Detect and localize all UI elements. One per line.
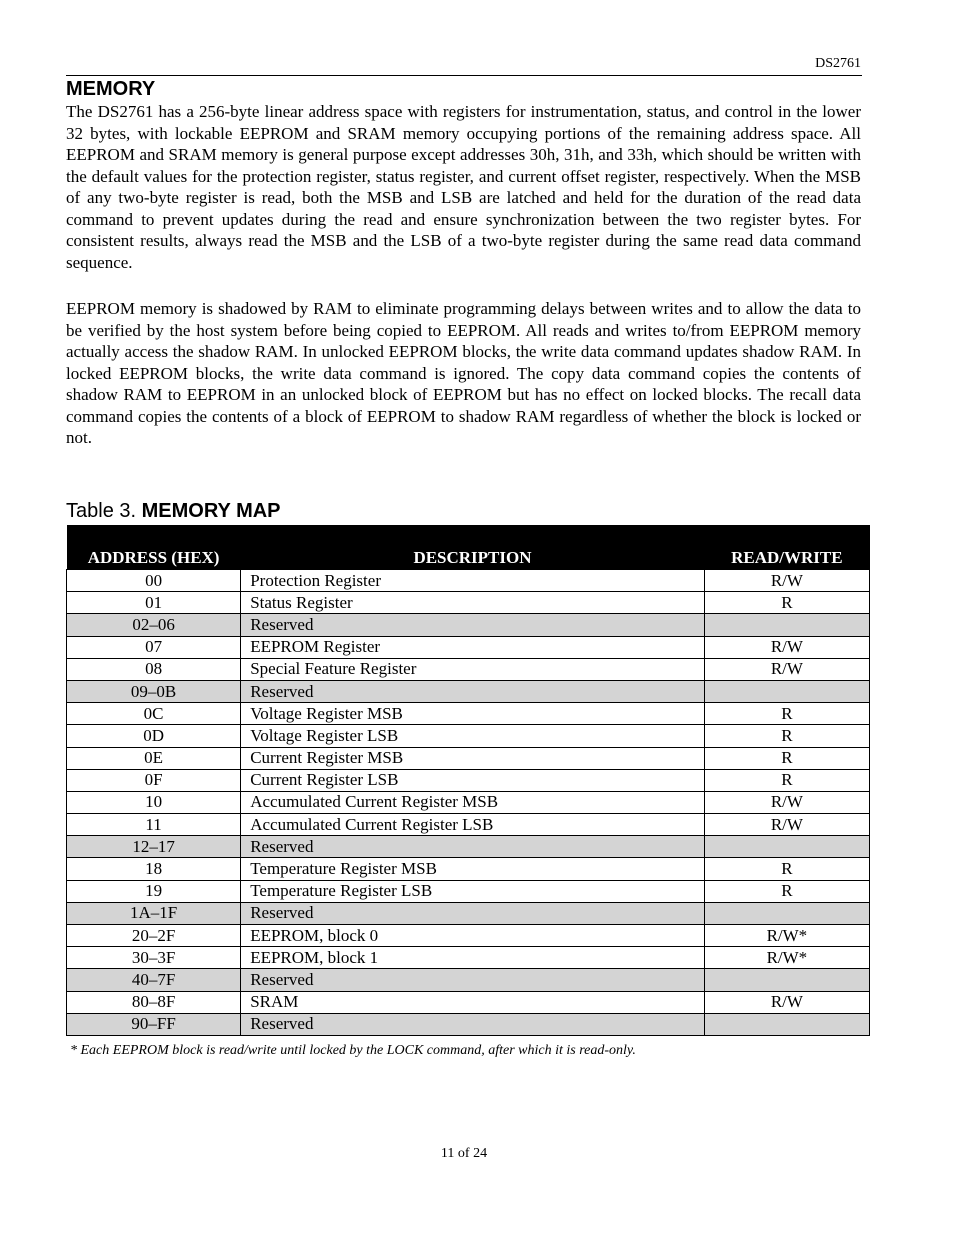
table-row bbox=[67, 814, 870, 836]
header-rule bbox=[66, 75, 862, 76]
cell-description: Current Register LSB bbox=[241, 769, 705, 791]
cell-address: 08 bbox=[67, 658, 241, 680]
cell-read-write: R/W bbox=[704, 636, 869, 658]
table-caption-prefix: Table 3. bbox=[66, 500, 137, 522]
table-row bbox=[67, 880, 870, 902]
cell-read-write: R bbox=[704, 703, 869, 725]
cell-read-write: R/W* bbox=[704, 947, 869, 969]
cell-read-write bbox=[704, 902, 869, 924]
cell-read-write bbox=[704, 969, 869, 991]
cell-description: Reserved bbox=[241, 680, 705, 702]
cell-read-write bbox=[704, 680, 869, 702]
table-caption-title: MEMORY MAP bbox=[141, 500, 281, 522]
table-row bbox=[67, 636, 870, 658]
cell-address: 00 bbox=[67, 570, 241, 592]
cell-read-write: R/W bbox=[704, 791, 869, 813]
cell-address: 40–7F bbox=[67, 969, 241, 991]
table-row bbox=[67, 747, 870, 769]
cell-description: Protection Register bbox=[241, 570, 705, 592]
cell-address: 09–0B bbox=[67, 680, 241, 702]
table-row bbox=[67, 725, 870, 747]
cell-address: 18 bbox=[67, 858, 241, 880]
cell-description: Reserved bbox=[241, 836, 705, 858]
table-row bbox=[67, 703, 870, 725]
cell-read-write: R bbox=[704, 858, 869, 880]
cell-address: 20–2F bbox=[67, 925, 241, 947]
cell-description: Current Register MSB bbox=[241, 747, 705, 769]
cell-read-write bbox=[704, 1013, 869, 1035]
paragraph-memory-overview: The DS2761 has a 256-byte linear address space with registers for instrumentation, status, and control in the lower 32 bytes, with lockable EEPROM and SRAM memory occupying portions of the remaining address space. All EEPROM and SRAM memory is general purpose except addresses 30h, 31h, and 33h, which should be written with the default values for the protection register, status register, and current offset register, respectively. When the MSB of any two-byte register is read, both the MSB and LSB are latched and held for the duration of the read data command to prevent updates during the read and ensure synchronization between the two register bytes. For consistent results, always read the MSB and the LSB of a two-byte register during the same read data command sequence. bbox=[66, 102, 861, 272]
table-caption bbox=[66, 498, 281, 524]
cell-read-write: R/W bbox=[704, 991, 869, 1013]
cell-address: 10 bbox=[67, 791, 241, 813]
cell-read-write: R bbox=[704, 592, 869, 614]
table-row bbox=[67, 570, 870, 592]
cell-address: 0D bbox=[67, 725, 241, 747]
table-row bbox=[67, 614, 870, 636]
cell-read-write: R/W* bbox=[704, 925, 869, 947]
cell-read-write: R bbox=[704, 769, 869, 791]
table-row bbox=[67, 680, 870, 702]
table-row bbox=[67, 592, 870, 614]
table-row bbox=[67, 769, 870, 791]
cell-address: 11 bbox=[67, 814, 241, 836]
cell-read-write: R bbox=[704, 747, 869, 769]
cell-address: 0F bbox=[67, 769, 241, 791]
cell-description: Reserved bbox=[241, 1013, 705, 1035]
cell-description: SRAM bbox=[241, 991, 705, 1013]
table-row bbox=[67, 791, 870, 813]
table-header-row bbox=[67, 525, 870, 570]
section-title: MEMORY bbox=[66, 78, 156, 100]
table-row bbox=[67, 836, 870, 858]
cell-description: Temperature Register LSB bbox=[241, 880, 705, 902]
cell-description: Reserved bbox=[241, 969, 705, 991]
cell-address: 01 bbox=[67, 592, 241, 614]
cell-description: Voltage Register MSB bbox=[241, 703, 705, 725]
memory-map-table bbox=[66, 525, 870, 1036]
table-row bbox=[67, 969, 870, 991]
cell-description: EEPROM Register bbox=[241, 636, 705, 658]
paragraph-eeprom-shadow: EEPROM memory is shadowed by RAM to eliminate programming delays between writes and to allow the data to be verified by the host system before being copied to EEPROM. All reads and writes to/from EEPROM memory actually access the shadow RAM. In unlocked EEPROM blocks, the write data command updates shadow RAM. In locked EEPROM blocks, the write data command is ignored. The copy data command copies the contents of shadow RAM to EEPROM in an unlocked block of EEPROM but has no effect on locked blocks. The recall data command copies the contents of a block of EEPROM to shadow RAM regardless of whether the block is locked or not. bbox=[66, 299, 861, 447]
cell-address: 02–06 bbox=[67, 614, 241, 636]
cell-read-write: R bbox=[704, 725, 869, 747]
document-id: DS2761 bbox=[815, 56, 861, 71]
table-row bbox=[67, 902, 870, 924]
cell-description: Reserved bbox=[241, 614, 705, 636]
cell-description: Accumulated Current Register LSB bbox=[241, 814, 705, 836]
cell-address: 80–8F bbox=[67, 991, 241, 1013]
cell-address: 19 bbox=[67, 880, 241, 902]
header-address: ADDRESS (HEX) bbox=[67, 525, 241, 570]
page-number: 11 of 24 bbox=[440, 1146, 488, 1161]
cell-address: 1A–1F bbox=[67, 902, 241, 924]
cell-address: 07 bbox=[67, 636, 241, 658]
cell-description: Status Register bbox=[241, 592, 705, 614]
cell-address: 0E bbox=[67, 747, 241, 769]
cell-address: 30–3F bbox=[67, 947, 241, 969]
cell-read-write bbox=[704, 836, 869, 858]
cell-read-write bbox=[704, 614, 869, 636]
table-row bbox=[67, 858, 870, 880]
cell-read-write: R/W bbox=[704, 658, 869, 680]
cell-description: EEPROM, block 1 bbox=[241, 947, 705, 969]
cell-description: Accumulated Current Register MSB bbox=[241, 791, 705, 813]
header-description: DESCRIPTION bbox=[241, 525, 705, 570]
cell-address: 12–17 bbox=[67, 836, 241, 858]
cell-read-write: R/W bbox=[704, 814, 869, 836]
table-row bbox=[67, 947, 870, 969]
cell-address: 0C bbox=[67, 703, 241, 725]
cell-read-write: R/W bbox=[704, 570, 869, 592]
cell-description: Temperature Register MSB bbox=[241, 858, 705, 880]
table-footnote: * Each EEPROM block is read/write until locked by the LOCK command, after which it is read-only. bbox=[70, 1043, 636, 1058]
table-row bbox=[67, 1013, 870, 1035]
cell-address: 90–FF bbox=[67, 1013, 241, 1035]
table-row bbox=[67, 658, 870, 680]
table-row bbox=[67, 991, 870, 1013]
cell-description: Reserved bbox=[241, 902, 705, 924]
cell-description: Special Feature Register bbox=[241, 658, 705, 680]
cell-read-write: R bbox=[704, 880, 869, 902]
table-row bbox=[67, 925, 870, 947]
table-body bbox=[67, 570, 870, 1036]
cell-description: Voltage Register LSB bbox=[241, 725, 705, 747]
cell-description: EEPROM, block 0 bbox=[241, 925, 705, 947]
header-read-write: READ/WRITE bbox=[704, 525, 869, 570]
